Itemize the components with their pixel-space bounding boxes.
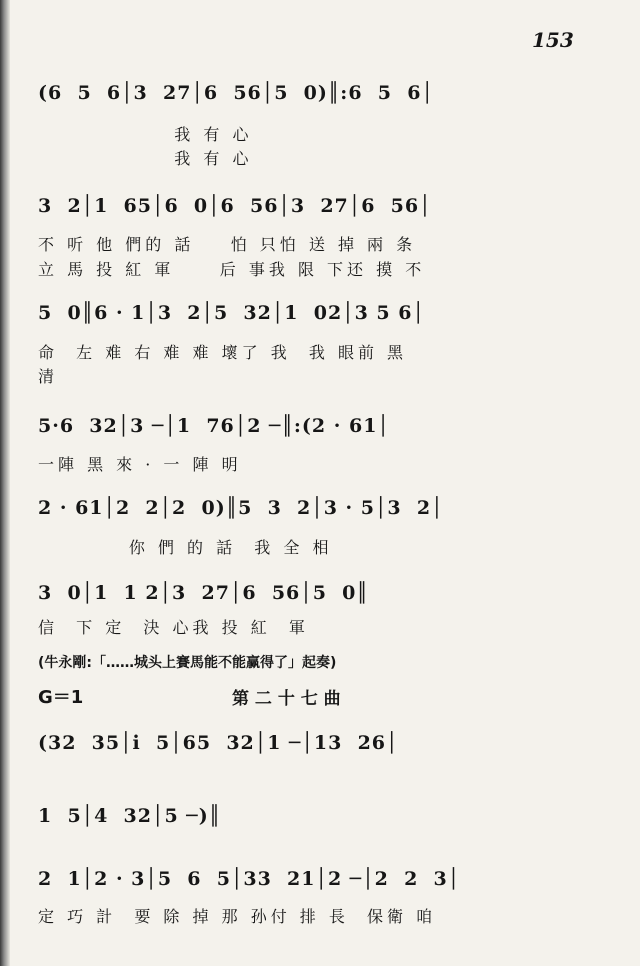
lyric-line: 一陣 黑 來 · 一 陣 明 — [38, 455, 242, 474]
notation-line: 2 1│2 · 3│5 6 5│33 21│2 ─│2 2 3│ — [38, 868, 461, 890]
speaker-note: (牛永剛:「……城头上賽馬能不能赢得了」起奏) — [38, 655, 337, 671]
lyric-line: 清 — [38, 367, 59, 386]
lyric-line: 我 有 心 — [38, 125, 253, 144]
lyric-line: 立 馬 投 紅 軍 后 事我 限 下还 摸 不 — [38, 260, 426, 279]
lyric-line: 信 下 定 決 心我 投 紅 軍 — [38, 618, 309, 637]
lyric-line: 你 們 的 話 我 全 相 — [38, 538, 333, 557]
notation-line: 2 · 61│2 2│2 0)║5 3 2│3 · 5│3 2│ — [38, 497, 444, 519]
lyric-line: 我 有 心 — [38, 149, 253, 168]
key-signature: G＝1 — [38, 687, 84, 708]
notation-line: (32 35│i 5│65 32│1 ─│13 26│ — [38, 732, 399, 754]
notation-line: 5·6 32│3 ─│1 76│2 ─║:(2 · 61│ — [38, 415, 390, 437]
lyric-line: 不 听 他 們的 話 怕 只怕 送 掉 兩 条 — [38, 235, 417, 254]
notation-line: 3 2│1 65│6 0│6 56│3 27│6 56│ — [38, 195, 432, 217]
lyric-line: 定 巧 計 要 除 掉 那 孙付 排 長 保衛 咱 — [38, 907, 437, 926]
song-title: 第 二 十 七 曲 — [232, 689, 341, 709]
notation-line: 5 0║6 · 1│3 2│5 32│1 02│3 5 6│ — [38, 302, 425, 324]
page-number: 153 — [532, 28, 574, 52]
notation-line: 3 0│1 1 2│3 27│6 56│5 0║ — [38, 582, 369, 604]
lyric-line: 命 左 难 右 难 难 壞了 我 我 眼前 黑 — [38, 343, 408, 362]
notation-line: (6 5 6│3 27│6 56│5 0)║:6 5 6│ — [38, 82, 434, 104]
notation-line: 1 5│4 32│5 ─)║ — [38, 805, 222, 827]
binding-edge — [0, 0, 10, 966]
